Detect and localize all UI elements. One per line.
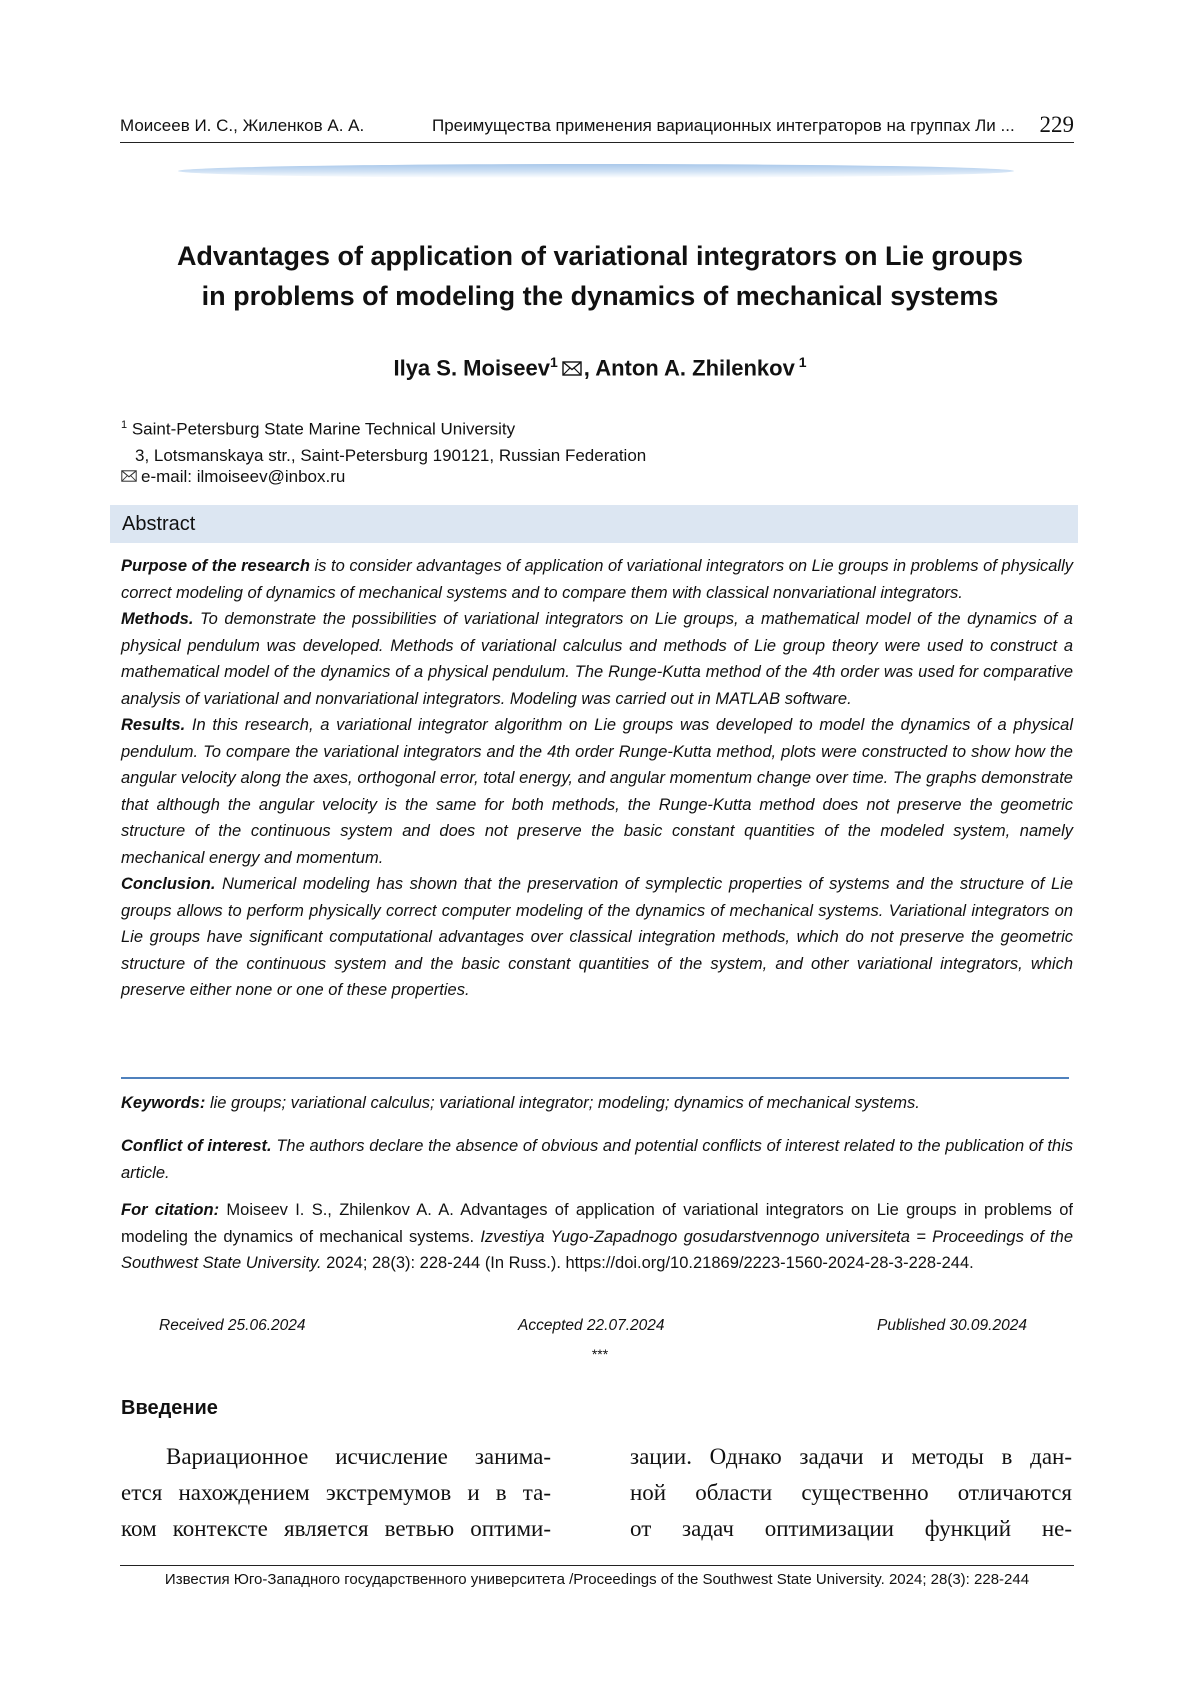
keywords-label: Keywords: [121,1094,206,1112]
running-header-authors: Моисеев И. С., Жиленков А. А. [120,116,365,135]
keywords-text: lie groups; variational calculus; variational integrator; modeling; dynamics of mechanical systems. [205,1094,920,1112]
abstract-results-text: In this research, a variational integrator algorithm on Lie groups was developed to model the dynamics of a physical pendulum. To compare the variational integrators and the 4th order Runge-Kutta method, plots were constructed to show how the angular velocity along the axes, orthogonal error, total energy, and angular momentum change over time. The graphs demonstrate that although the angular velocity is the same for both methods, the Runge-Kutta method does not preserve the geometric structure of the continuous system and does not preserve the basic constant quantities of the modeled system, namely mechanical energy and momentum. [121,716,1073,867]
paper-title [100,236,1100,316]
date-received: Received 25.06.2024 [159,1317,306,1334]
decorative-gradient-bar [178,164,1014,178]
section-separator-stars: *** [591,1346,609,1362]
affiliation-name: Saint-Petersburg State Marine Technical University [127,419,516,439]
author-2-name: Anton A. Zhilenkov [595,355,795,381]
envelope-icon [121,470,137,482]
affiliation-address: 3, Lotsmanskaya str., Saint-Petersburg 190121, Russian Federation [135,445,647,465]
abstract-heading: Abstract [122,513,196,535]
intro-right-line: зации. Однако задачи и методы в дан- [630,1444,1072,1469]
intro-right-column [630,1439,1072,1547]
citation [121,1197,1073,1277]
abstract-body [121,553,1073,1004]
envelope-icon [562,361,582,376]
author-separator: , [583,355,596,381]
conflict-label: Conflict of interest. [121,1137,272,1155]
abstract-heading-bar [110,505,1078,543]
intro-right-line: от задач оптимизации функций не- [630,1516,1072,1541]
abstract-purpose-label: Purpose of the research [121,557,310,575]
contact-email [121,467,345,487]
intro-left-line: ком контексте является ветвью оптими- [121,1516,551,1541]
intro-left-line: Вариационное исчисление занима- [166,1444,551,1469]
running-header [120,110,1074,143]
abstract-purpose-text: is to consider advantages of application of variational integrators on Lie groups in problems of physically correct modeling of dynamics of mechanical systems and to compare them with classical nonvariational integrators. [121,557,1074,602]
author-1-affiliation-mark: 1 [550,354,558,370]
affiliation-line-1 [121,412,646,443]
affiliation-mark: 1 [121,419,128,431]
intro-right-line: ной области существенно отличаются [630,1480,1072,1505]
date-published: Published 30.09.2024 [877,1317,1027,1334]
publication-dates [121,1317,1073,1339]
citation-text-before: Moiseev I. S., Zhilenkov A. A. Advantages of application of variational integrators on Lie groups in problems of modeling the dynamics of mechanical systems. [121,1201,1074,1246]
intro-left-line: ется нахождением экстремумов и в та- [121,1480,551,1505]
abstract-methods [121,606,1073,712]
paper-title-line-1: Advantages of application of variational integrators on Lie groups [176,241,1024,271]
abstract-conclusion-text: Numerical modeling has shown that the preservation of symplectic properties of systems and the structure of Lie groups allows to perform physically correct computer modeling of the dynamics of mechanical systems. Variational integrators on Lie groups have significant computational advantages over classical integration methods, which do not preserve the geometric structure of the continuous system and the basic constant quantities of the system, and other variational integrators, which preserve either none or one of these properties. [121,875,1073,999]
author-1-name: Ilya S. Moiseev [393,355,550,381]
affiliation [121,412,646,469]
abstract-methods-label: Methods. [121,610,194,628]
intro-heading: Введение [121,1397,218,1419]
email-text: e-mail: ilmoiseev@inbox.ru [141,467,346,486]
abstract-conclusion [121,871,1073,1004]
conflict-of-interest [121,1133,1073,1186]
abstract-results-label: Results. [121,716,186,734]
citation-label: For citation: [121,1201,220,1219]
author-2-affiliation-mark: 1 [794,354,807,370]
abstract-divider [121,1077,1069,1079]
abstract-conclusion-label: Conclusion. [121,875,216,893]
abstract-results [121,712,1073,871]
citation-journal: Izvestiya Yugo-Zapadnogo gosudarstvennogo universiteta = Proceedings of the Southwest State University. [121,1227,1073,1272]
abstract-methods-text: To demonstrate the possibilities of variational integrators on Lie groups, a mathematical model of the dynamics of a physical pendulum was developed. Methods of variational calculus and methods of Lie group theory were used to construct a mathematical model of the dynamics of a physical pendulum. The Runge-Kutta method of the 4th order was used for comparative analysis of variational and nonvariational integrators. Modeling was carried out in MATLAB software. [121,610,1073,708]
abstract-purpose [121,553,1073,606]
page-number: 229 [1039,112,1074,137]
intro-left-column [121,1439,551,1547]
conflict-text: The authors declare the absence of obvious and potential conflicts of interest related to the publication of this article. [121,1137,1073,1182]
paper-title-line-2: in problems of modeling the dynamics of mechanical systems [201,281,999,311]
citation-text-after: 2024; 28(3): 228-244 (In Russ.). https://doi.org/10.21869/2223-1560-2024-28-3-228-244. [321,1254,974,1272]
running-header-title: Преимущества применения вариационных интеграторов на группах Ли ... [432,116,1015,135]
author-list [100,354,1100,381]
running-footer: Известия Юго-Западного государственного университета /Proceedings of the Southwest State University. 2024; 28(3): 228-244 [120,1565,1074,1588]
date-accepted: Accepted 22.07.2024 [518,1317,665,1334]
keywords [121,1094,1073,1113]
